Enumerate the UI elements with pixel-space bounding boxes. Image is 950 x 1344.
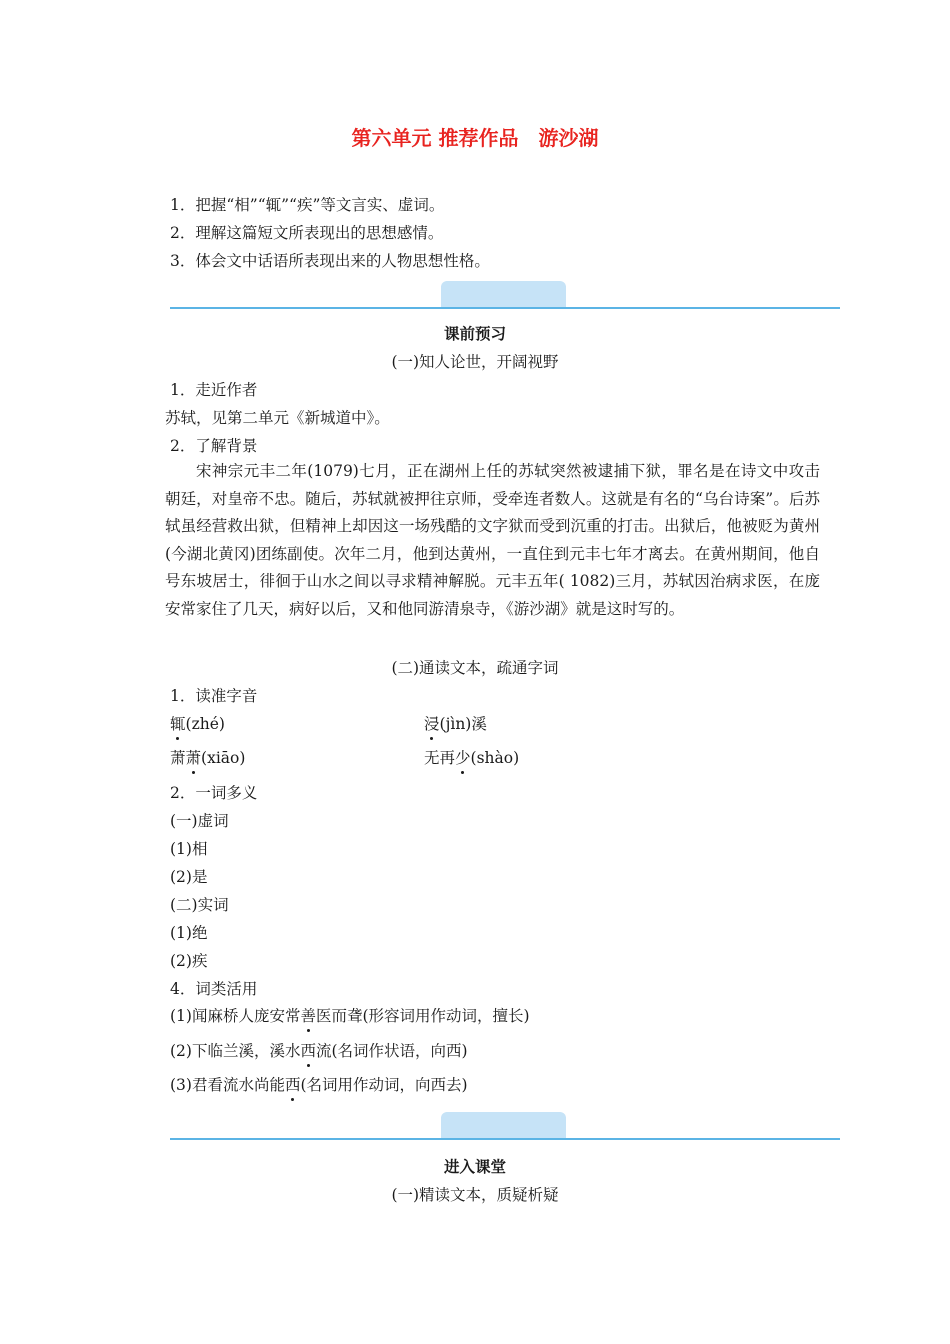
content-words-label: (二)实词: [170, 896, 229, 914]
subheading-vocab: (二)通读文本，疏通字词: [391, 659, 559, 677]
function-word-1: (1)相: [170, 840, 208, 858]
pronunciation-item: 萧萧(xiāo): [170, 746, 245, 768]
section-divider: [170, 1138, 840, 1140]
pronunciation-item: 浸(jìn)溪: [424, 712, 487, 734]
word-class-usage-title: 4．词类活用: [170, 980, 258, 998]
section-tab: [441, 1112, 566, 1139]
item-background-title: 2．了解背景: [170, 437, 258, 455]
objective-3: 3．体会文中话语所表现出来的人物思想性格。: [170, 252, 490, 270]
pronunciation-item: 辄(zhé): [170, 712, 225, 734]
polysemy-title: 2．一词多义: [170, 784, 258, 802]
function-words-label: (一)虚词: [170, 812, 229, 830]
content-word-2: (2)疾: [170, 952, 208, 970]
word-usage-item: (2)下临兰溪，溪水西流(名词作状语，向西): [170, 1039, 468, 1061]
page-title: 第六单元 推荐作品 游沙湖: [351, 126, 599, 150]
section-heading-classroom: 进入课堂: [443, 1158, 506, 1176]
subheading-context: (一)知人论世，开阔视野: [391, 353, 559, 371]
word-usage-item: (3)君看流水尚能西(名词用作动词，向西去): [170, 1073, 468, 1095]
item-author-body: 苏轼，见第二单元《新城道中》。: [165, 409, 390, 427]
pronunciation-title: 1．读准字音: [170, 687, 258, 705]
word-usage-item: (1)闻麻桥人庞安常善医而聋(形容词用作动词，擅长): [170, 1004, 530, 1026]
objective-2: 2．理解这篇短文所表现出的思想感情。: [170, 224, 444, 242]
function-word-2: (2)是: [170, 868, 208, 886]
section-tab: [441, 281, 566, 308]
section-divider: [170, 307, 840, 309]
content-word-1: (1)绝: [170, 924, 208, 942]
subheading-close-reading: (一)精读文本，质疑析疑: [391, 1186, 559, 1204]
objective-1: 1．把握“相”“辄”“疾”等文言实、虚词。: [170, 196, 445, 214]
section-heading-preview: 课前预习: [443, 325, 506, 343]
background-paragraph: 宋神宗元丰二年(1079)七月，正在湖州上任的苏轼突然被逮捕下狱，罪名是在诗文中攻击朝廷，对皇帝不忠。随后，苏轼就被押往京师，受牵连者数人。这就是有名的“乌台诗案”。后苏轼虽经营救出狱，但精神上却因这一场残酷的文字狱而受到沉重的打击。出狱后，他被贬为黄州(今湖北黄冈)团练副使。次年二月，他到达黄州，一直住到元丰七年才离去。在黄州期间，他自号东坡居士，徘徊于山水之间以寻求精神解脱。元丰五年( 1082)三月，苏轼因治病求医，在庞安常家住了几天，病好以后，又和他同游清泉寺，《游沙湖》就是这时写的。: [165, 462, 820, 618]
pronunciation-item: 无再少(shào): [424, 746, 519, 768]
item-author-title: 1．走近作者: [170, 381, 258, 399]
